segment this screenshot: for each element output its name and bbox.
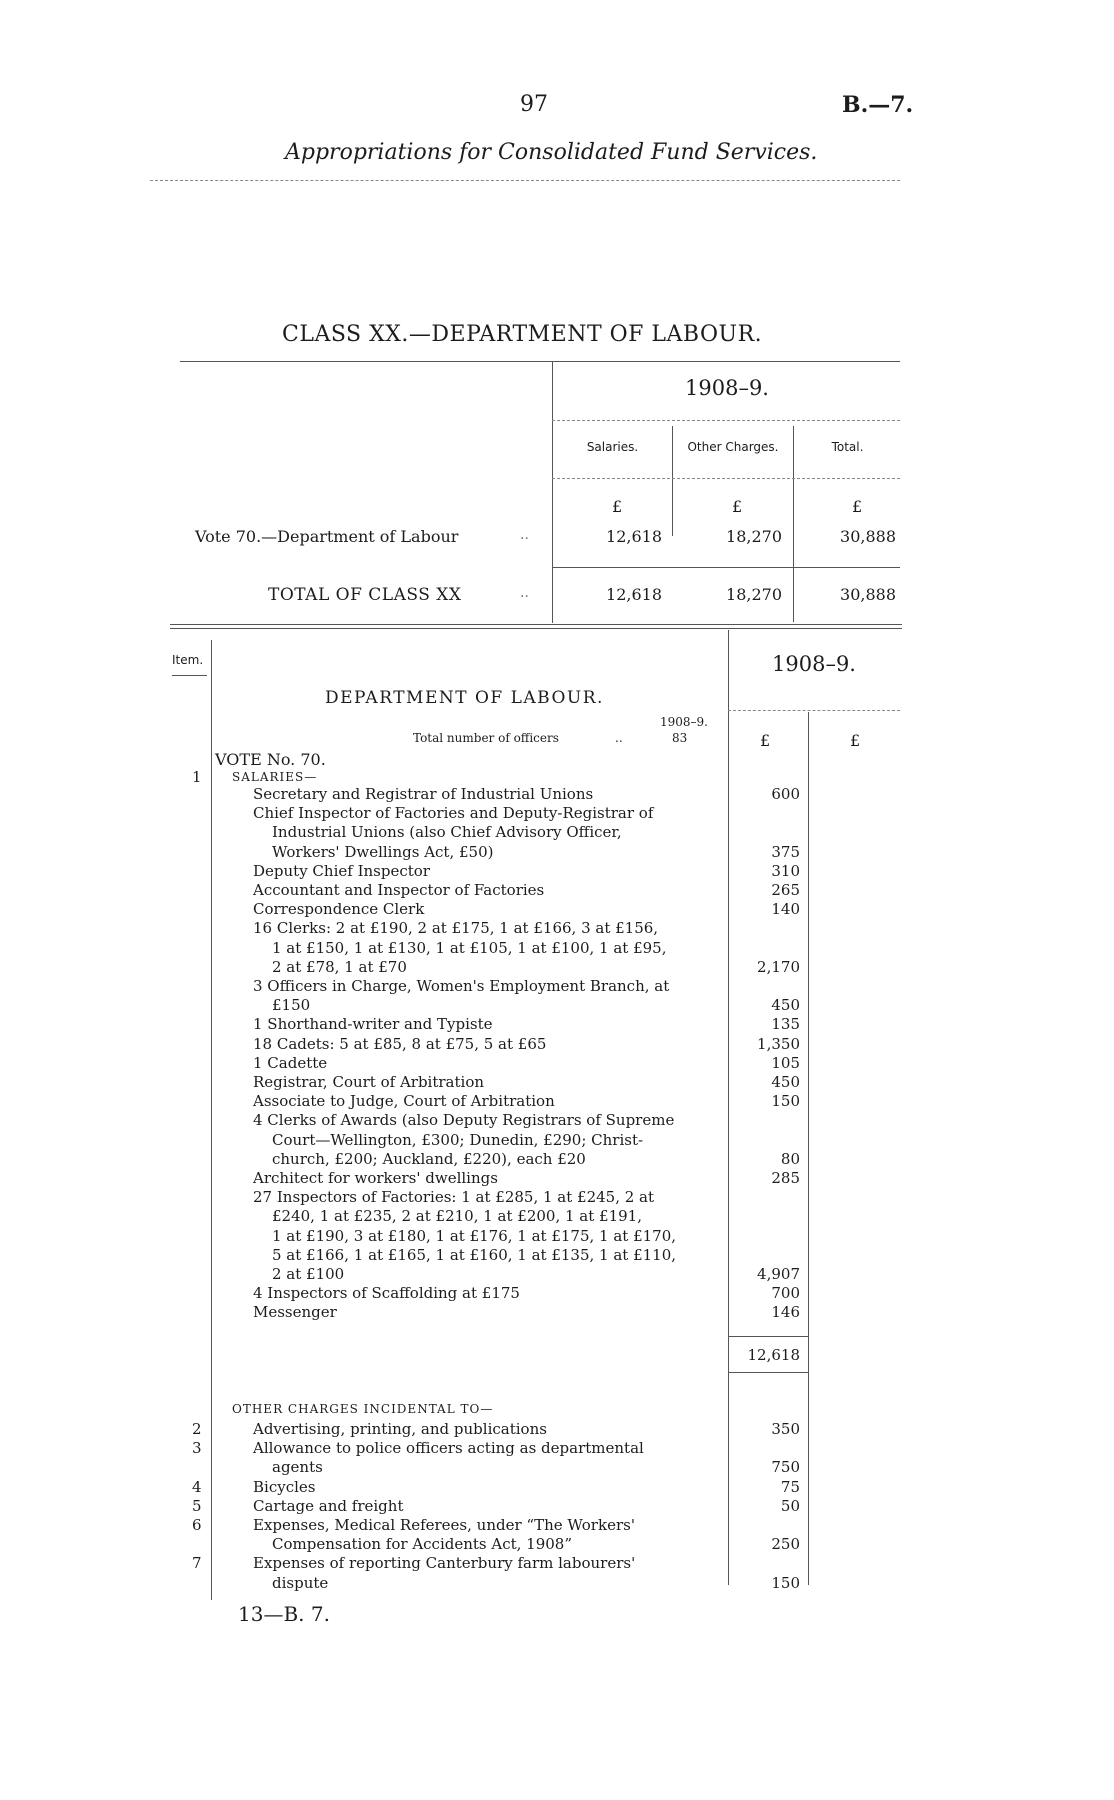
salaries-item-number: 1 bbox=[192, 768, 202, 786]
currency-salaries: £ bbox=[612, 497, 623, 516]
line-item-text: Secretary and Registrar of Industrial Unions bbox=[253, 785, 594, 803]
officers-year: 1908–9. bbox=[660, 715, 708, 729]
other-charges-heading: OTHER CHARGES INCIDENTAL TO— bbox=[232, 1402, 494, 1416]
line-item-amount: 350 bbox=[771, 1420, 800, 1438]
line-item-text: Court—Wellington, £300; Dunedin, £290; Christ- bbox=[272, 1130, 644, 1149]
line-item-text: Registrar, Court of Arbitration bbox=[253, 1073, 485, 1091]
line-item-text: 2 at £100 bbox=[272, 1265, 345, 1283]
summary-year-header: 1908–9. bbox=[685, 376, 769, 400]
line-item-amount: 310 bbox=[771, 861, 800, 880]
officers-label: Total number of officers bbox=[413, 731, 559, 745]
line-item-text: Deputy Chief Inspector bbox=[253, 861, 430, 880]
class-title: CLASS XX.—DEPARTMENT OF LABOUR. bbox=[282, 322, 763, 347]
item-number: 6 bbox=[192, 1516, 202, 1534]
line-item-amount: 105 bbox=[771, 1053, 800, 1072]
line-item-text: £150 bbox=[272, 996, 311, 1015]
line-item-text: Expenses, Medical Referees, under “The Workers' bbox=[253, 1516, 635, 1534]
item-number: 2 bbox=[192, 1420, 202, 1438]
line-item-amount: 146 bbox=[771, 1303, 800, 1322]
salaries-total-rule bbox=[728, 1336, 808, 1337]
summary-total-rule bbox=[552, 567, 900, 568]
line-item-amount: 150 bbox=[771, 1092, 800, 1111]
line-item-text: Cartage and freight bbox=[253, 1496, 404, 1515]
salaries-heading: SALARIES— bbox=[232, 770, 318, 784]
summary-bottom-rule bbox=[170, 624, 902, 625]
line-item-text: Compensation for Accidents Act, 1908” bbox=[272, 1535, 573, 1554]
line-item-amount: 750 bbox=[771, 1458, 800, 1477]
line-item-text: Industrial Unions (also Chief Advisory Officer, bbox=[272, 823, 622, 842]
line-item-amount: 375 bbox=[771, 842, 800, 861]
line-item-text: Expenses of reporting Canterbury farm labourers' bbox=[253, 1554, 636, 1573]
line-item-text: agents bbox=[272, 1458, 323, 1477]
department-title: DEPARTMENT OF LABOUR. bbox=[325, 688, 604, 708]
summary-bottom-rule-2 bbox=[170, 628, 902, 629]
summary-left-divider bbox=[552, 361, 553, 623]
line-item-amount: 80 bbox=[780, 1149, 800, 1168]
header-rule bbox=[150, 180, 900, 181]
item-column-header: Item. bbox=[172, 653, 204, 667]
item-column-divider bbox=[211, 640, 212, 1600]
total-salaries: 12,618 bbox=[606, 585, 662, 604]
line-item-text: Architect for workers' dwellings bbox=[253, 1169, 498, 1187]
footer-signature: 13—B. 7. bbox=[238, 1602, 330, 1626]
line-item-text: 1 Cadette bbox=[253, 1053, 328, 1072]
class-total-label: TOTAL OF CLASS XX bbox=[268, 585, 462, 605]
vote-total: 30,888 bbox=[840, 527, 896, 546]
summary-divider-2 bbox=[793, 426, 794, 622]
line-item-text: 1 Shorthand-writer and Typiste bbox=[253, 1015, 493, 1034]
document-reference: B.—7. bbox=[842, 92, 914, 118]
line-item-amount: 2,170 bbox=[757, 957, 800, 976]
total-other-charges: 18,270 bbox=[726, 585, 782, 604]
line-item-text: Chief Inspector of Factories and Deputy-Registrar of bbox=[253, 804, 654, 823]
line-item-text: church, £200; Auckland, £220), each £20 bbox=[272, 1149, 586, 1168]
line-item-text: Accountant and Inspector of Factories bbox=[253, 881, 545, 899]
line-item-amount: 75 bbox=[780, 1477, 800, 1496]
line-item-text: Allowance to police officers acting as departmental bbox=[253, 1439, 644, 1458]
item-number: 5 bbox=[192, 1496, 202, 1515]
item-header-rule bbox=[172, 675, 207, 676]
line-item-amount: 50 bbox=[780, 1496, 800, 1515]
summary-divider-1 bbox=[672, 426, 673, 536]
line-item-amount: 1,350 bbox=[757, 1034, 800, 1053]
vote-label: Vote 70.—Department of Labour bbox=[195, 527, 459, 546]
line-item-text: Bicycles bbox=[253, 1477, 316, 1496]
summary-top-rule bbox=[180, 361, 900, 362]
line-item-amount: 450 bbox=[771, 996, 800, 1015]
total-total: 30,888 bbox=[840, 585, 896, 604]
vote-salaries: 12,618 bbox=[606, 527, 662, 546]
vote-heading: VOTE No. 70. bbox=[215, 750, 326, 769]
amount-column-mid bbox=[808, 712, 809, 1585]
line-item-amount: 600 bbox=[771, 785, 800, 803]
salaries-total: 12,618 bbox=[747, 1346, 800, 1364]
summary-colhead-rule bbox=[552, 478, 900, 479]
line-item-amount: 150 bbox=[771, 1573, 800, 1592]
detail-year-header: 1908–9. bbox=[772, 652, 856, 676]
summary-year-rule bbox=[552, 420, 900, 421]
line-item-amount: 4,907 bbox=[757, 1265, 800, 1283]
officers-leader: .. bbox=[615, 731, 623, 745]
line-item-text: 1 at £190, 3 at £180, 1 at £176, 1 at £175, 1 at £170, bbox=[272, 1226, 677, 1245]
line-item-text: £240, 1 at £235, 2 at £210, 1 at £200, 1 at £191, bbox=[272, 1207, 642, 1226]
line-item-text: dispute bbox=[272, 1573, 329, 1592]
pound-column-1: £ bbox=[760, 731, 771, 750]
line-item-amount: 285 bbox=[771, 1169, 800, 1187]
line-item-text: 3 Officers in Charge, Women's Employment Branch, at bbox=[253, 977, 670, 995]
line-item-amount: 265 bbox=[771, 881, 800, 899]
line-item-amount: 450 bbox=[771, 1073, 800, 1091]
column-header-other-charges: Other Charges. bbox=[687, 440, 779, 454]
item-number: 3 bbox=[192, 1439, 202, 1458]
line-item-amount: 250 bbox=[771, 1535, 800, 1554]
total-leader: .. bbox=[520, 585, 529, 601]
line-item-text: Associate to Judge, Court of Arbitration bbox=[253, 1092, 555, 1111]
line-item-text: Correspondence Clerk bbox=[253, 900, 425, 919]
page-title: Appropriations for Consolidated Fund Services. bbox=[285, 140, 818, 165]
currency-other: £ bbox=[732, 497, 743, 516]
line-item-amount: 140 bbox=[771, 900, 800, 919]
line-item-text: 5 at £166, 1 at £165, 1 at £160, 1 at £135, 1 at £110, bbox=[272, 1245, 677, 1264]
line-item-amount: 700 bbox=[771, 1284, 800, 1303]
item-number: 4 bbox=[192, 1477, 202, 1496]
column-header-salaries: Salaries. bbox=[586, 440, 639, 454]
line-item-text: 2 at £78, 1 at £70 bbox=[272, 957, 407, 976]
line-item-text: 4 Clerks of Awards (also Deputy Registrars of Supreme bbox=[253, 1111, 675, 1130]
officers-count: 83 bbox=[672, 731, 688, 745]
salaries-total-bottom-rule bbox=[728, 1372, 808, 1373]
line-item-text: Messenger bbox=[253, 1303, 337, 1322]
page-number: 97 bbox=[520, 92, 548, 117]
item-number: 7 bbox=[192, 1554, 202, 1573]
line-item-amount: 135 bbox=[771, 1015, 800, 1034]
detail-year-rule bbox=[728, 710, 900, 711]
line-item-text: Advertising, printing, and publications bbox=[253, 1420, 547, 1438]
vote-leader: .. bbox=[520, 527, 529, 543]
line-item-text: 4 Inspectors of Scaffolding at £175 bbox=[253, 1284, 520, 1303]
vote-other-charges: 18,270 bbox=[726, 527, 782, 546]
currency-total: £ bbox=[852, 497, 863, 516]
line-item-text: 18 Cadets: 5 at £85, 8 at £75, 5 at £65 bbox=[253, 1034, 547, 1053]
line-item-text: 16 Clerks: 2 at £190, 2 at £175, 1 at £166, 3 at £156, bbox=[253, 919, 659, 938]
line-item-text: Workers' Dwellings Act, £50) bbox=[272, 842, 494, 861]
line-item-text: 1 at £150, 1 at £130, 1 at £105, 1 at £100, 1 at £95, bbox=[272, 938, 667, 957]
pound-column-2: £ bbox=[850, 731, 861, 750]
column-header-total: Total. bbox=[831, 440, 864, 454]
line-item-text: 27 Inspectors of Factories: 1 at £285, 1 at £245, 2 at bbox=[253, 1188, 655, 1207]
